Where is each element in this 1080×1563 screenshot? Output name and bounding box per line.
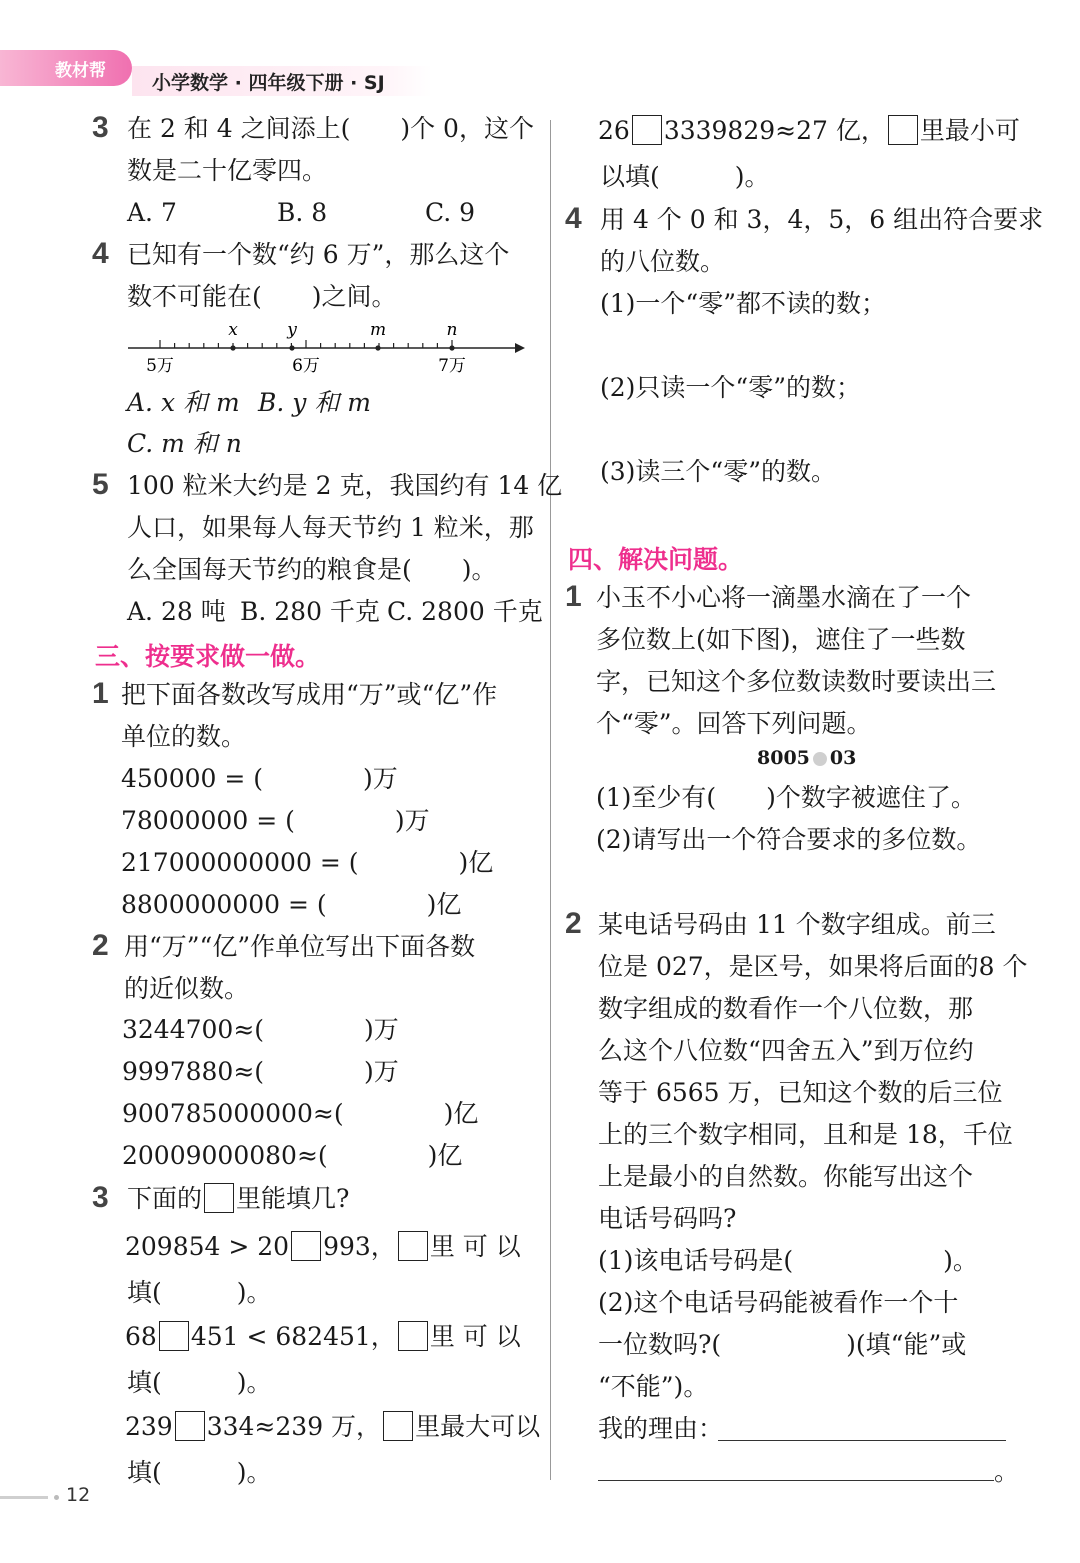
fill-item: 450000 = ( )万 (121, 764, 398, 793)
question-text: 用“万”“亿”作单位写出下面各数 (124, 932, 476, 961)
number-line (120, 315, 530, 380)
question-text: 把下面各数改写成用“万”或“亿”作 (121, 680, 498, 709)
text-segment: 里 可 以 (429, 1232, 521, 1261)
question-text: 上是最小的自然数。你能写出这个 (598, 1162, 974, 1191)
footer-dot (54, 1495, 59, 1500)
fill-item: 8800000000 = ( )亿 (121, 890, 462, 919)
figure-digits: 03 (829, 747, 857, 769)
question-text: 的近似数。 (124, 974, 250, 1003)
question-text: 数是二十亿零四。 (127, 156, 328, 185)
text-segment: 334≈239 万， (206, 1412, 382, 1441)
text-segment: 68 (125, 1322, 157, 1351)
fill-item: 3244700≈( )万 (122, 1015, 399, 1044)
question-text: 小玉不小心将一滴墨水滴在了一个 (596, 583, 972, 612)
question-number: 4 (92, 237, 109, 270)
option-c: C. m 和 n (127, 429, 242, 458)
text-segment: 里能填几? (236, 1184, 350, 1213)
question-row (125, 1410, 540, 1444)
answer-box[interactable] (291, 1231, 321, 1261)
question-text: 在 2 和 4 之间添上( )个 0，这个 (127, 114, 534, 143)
question-text: 100 粒米大约是 2 克，我国约有 14 亿 (127, 471, 563, 500)
option-b: B. 8 (277, 198, 328, 227)
text-segment: 3339829≈27 亿， (663, 116, 886, 145)
question-text: 已知有一个数“约 6 万”，那么这个 (127, 240, 510, 269)
question-number: 2 (565, 907, 582, 940)
fill-item: 填( )。 (127, 1368, 272, 1397)
question-text: 的八位数。 (600, 247, 726, 276)
sub-question: (2)只读一个“零”的数； (600, 373, 861, 402)
sub-question: (1)至少有( )个数字被遮住了。 (596, 783, 976, 812)
text-segment: 里最大可以 (415, 1412, 541, 1441)
fill-item: 217000000000 = ( )亿 (121, 848, 494, 877)
option-c: C. 2800 千克 (387, 597, 543, 626)
axis-point-x: x (228, 320, 238, 340)
text-segment: 里 可 以 (429, 1322, 521, 1351)
question-text: 用 4 个 0 和 3，4，5，6 组出符合要求 (600, 205, 1044, 234)
question-text: 么全国每天节约的粮食是( )。 (127, 555, 497, 584)
text-segment: 209854 > 20 (125, 1232, 290, 1261)
question-text: 多位数上(如下图)，遮住了一些数 (596, 625, 966, 654)
option-c: C. 9 (425, 198, 476, 227)
sub-question: 一位数吗?( )(填“能”或 (598, 1330, 967, 1359)
ink-figure (757, 747, 856, 769)
box-reference (398, 1231, 428, 1261)
fill-item: 20009000080≈( )亿 (122, 1141, 463, 1170)
fill-item: 以填( )。 (600, 162, 770, 191)
header-title: 小学数学 · 四年级下册 · SJ (152, 72, 385, 94)
option-b: B. 280 千克 (240, 597, 380, 626)
sub-question: (1)该电话号码是( )。 (598, 1246, 978, 1275)
text-segment: 451 < 682451， (190, 1322, 396, 1351)
axis-tick-label: 7万 (438, 356, 466, 376)
fill-item: 填( )。 (127, 1458, 272, 1487)
option-a: A. 28 吨 (127, 597, 226, 626)
sub-question: (2)请写出一个符合要求的多位数。 (596, 825, 982, 854)
text-segment: 里最小可 (919, 116, 1020, 145)
box-reference (383, 1411, 413, 1441)
box-reference (398, 1321, 428, 1351)
sub-question: (3)读三个“零”的数。 (600, 457, 836, 486)
sub-question: (2)这个电话号码能被看作一个十 (598, 1288, 959, 1317)
question-number: 1 (565, 580, 582, 613)
option-b: B. y 和 m (258, 388, 371, 417)
axis-tick-label: 5万 (146, 356, 174, 376)
text-segment: 239 (125, 1412, 173, 1441)
header-tab-label: 教材帮 (55, 61, 106, 81)
option-a: A. x 和 m (127, 388, 240, 417)
axis-point-n: n (446, 320, 458, 340)
fill-item: 78000000 = ( )万 (121, 806, 430, 835)
question-number: 3 (92, 111, 109, 144)
question-text: 么这个八位数“四舍五入”到万位约 (598, 1036, 974, 1065)
question-number: 2 (92, 929, 109, 962)
answer-box[interactable] (204, 1183, 234, 1213)
answer-line[interactable] (718, 1440, 1006, 1441)
column-divider (550, 120, 551, 1480)
question-text: 位是 027，是区号，如果将后面的8 个 (598, 952, 1028, 981)
question-number: 4 (565, 202, 582, 235)
question-row (125, 1230, 521, 1264)
answer-box[interactable] (632, 115, 662, 145)
fill-item: 9997880≈( )万 (122, 1057, 399, 1086)
question-text: 上的三个数字相同，且和是 18，千位 (598, 1120, 1013, 1149)
question-row (125, 1320, 521, 1354)
axis-point-m: m (369, 320, 387, 340)
question-text: 数不可能在( )之间。 (127, 282, 397, 311)
question-text: 等于 6565 万，已知这个数的后三位 (598, 1078, 1003, 1107)
question-text (127, 1182, 349, 1216)
answer-box[interactable] (175, 1411, 205, 1441)
answer-box[interactable] (159, 1321, 189, 1351)
box-reference (888, 115, 918, 145)
question-row (598, 114, 1020, 148)
sub-question: (1)一个“零”都不读的数； (600, 289, 886, 318)
section-heading: 四、解决问题。 (568, 545, 744, 574)
question-number: 3 (92, 1181, 109, 1214)
question-text: 数字组成的数看作一个八位数，那 (598, 994, 974, 1023)
page-number: 12 (66, 1484, 91, 1506)
question-number: 1 (92, 677, 109, 710)
answer-line[interactable] (598, 1480, 994, 1481)
option-a: A. 7 (127, 198, 177, 227)
footer-line (0, 1496, 48, 1499)
sub-question: “不能”)。 (598, 1372, 709, 1401)
section-heading: 三、按要求做一做。 (95, 642, 321, 671)
fill-item: 填( )。 (127, 1278, 272, 1307)
question-text: 人口，如果每人每天节约 1 粒米，那 (127, 513, 534, 542)
question-text: 单位的数。 (121, 722, 247, 751)
axis-point-y: y (287, 320, 297, 340)
text-segment: 26 (598, 116, 630, 145)
end-period: 。 (994, 1457, 1020, 1486)
question-text: 某电话号码由 11 个数字组成。前三 (598, 910, 996, 939)
question-text: 电话号码吗? (598, 1204, 737, 1233)
reason-label: 我的理由： (598, 1414, 724, 1443)
question-text: 个“零”。回答下列问题。 (596, 709, 872, 738)
question-text: 字，已知这个多位数读数时要读出三 (596, 667, 997, 696)
question-number: 5 (92, 468, 109, 501)
text-segment: 下面的 (127, 1184, 203, 1213)
axis-tick-label: 6万 (292, 356, 320, 376)
ink-blot-icon (813, 752, 827, 766)
fill-item: 900785000000≈( )亿 (122, 1099, 479, 1128)
text-segment: 993， (323, 1232, 396, 1261)
figure-digits: 8005 (757, 747, 810, 769)
